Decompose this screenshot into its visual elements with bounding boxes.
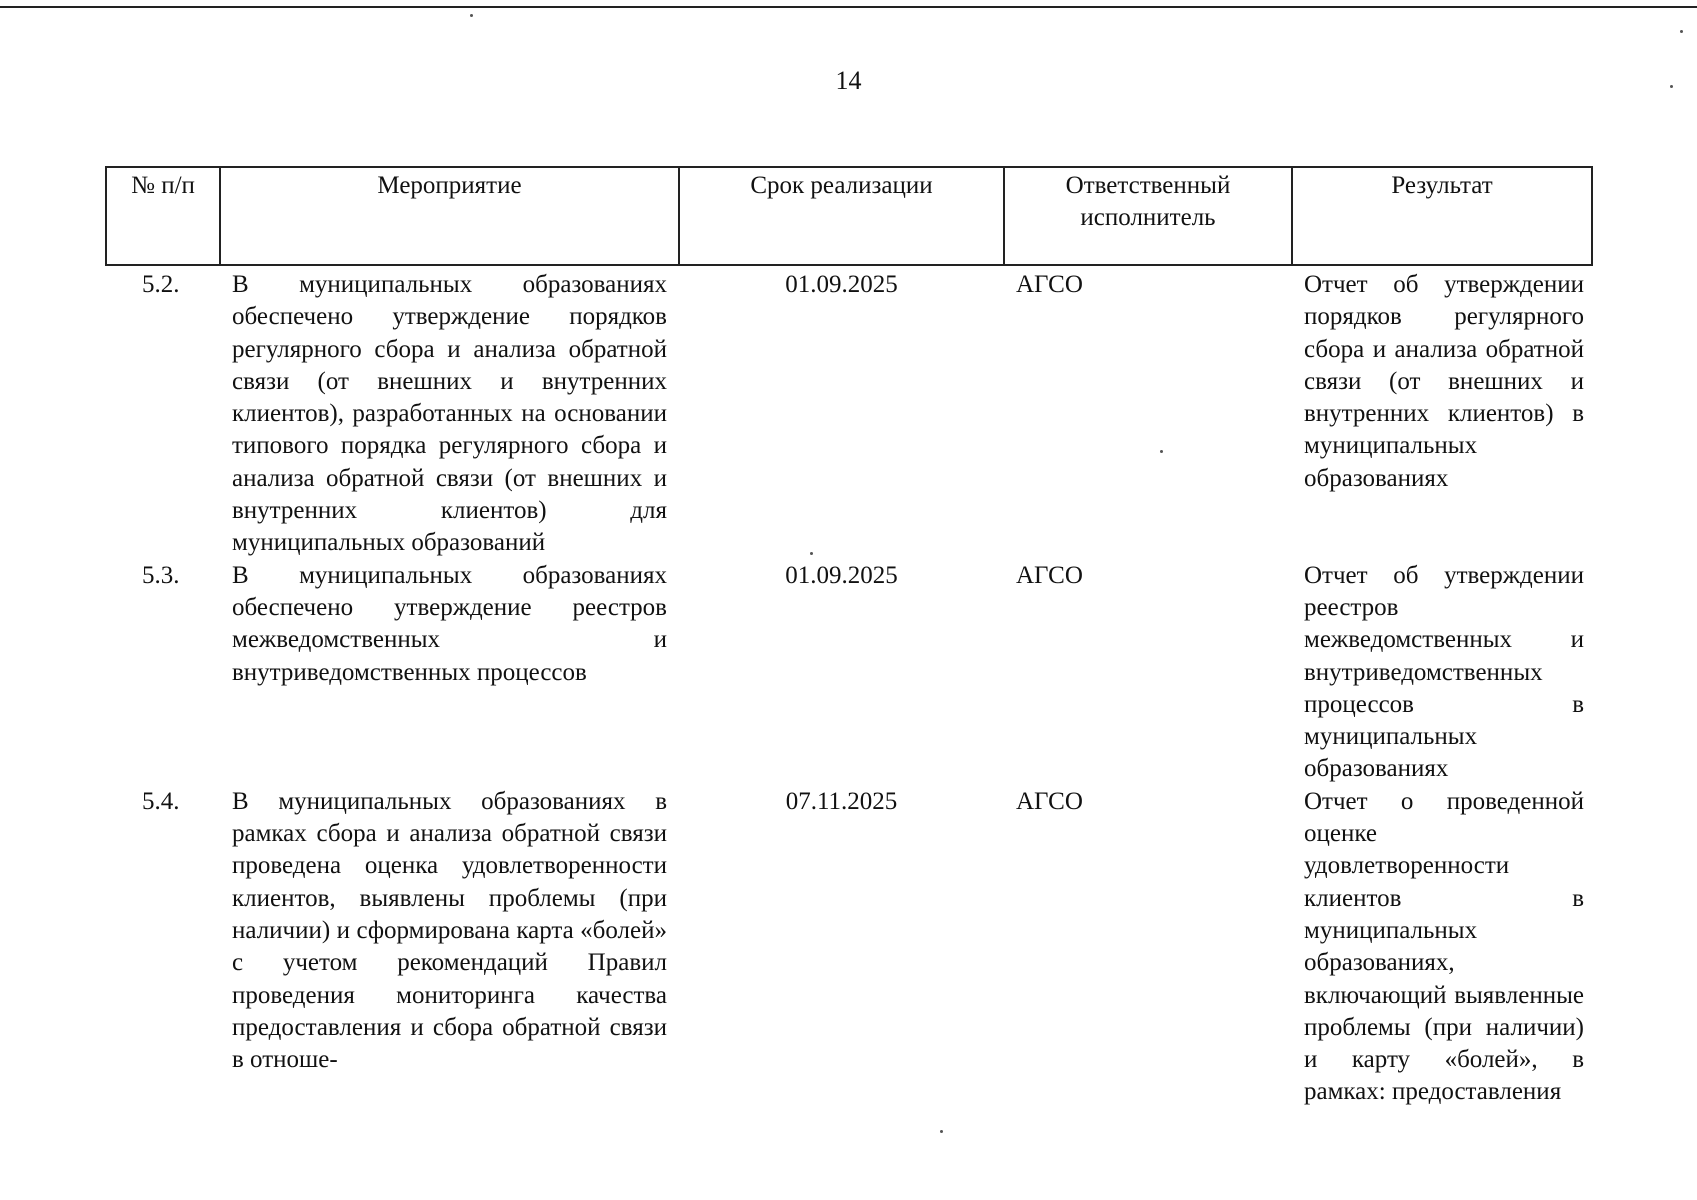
scan-speck xyxy=(470,14,473,17)
row-term: 01.09.2025 xyxy=(785,561,898,589)
table-row xyxy=(106,786,1592,1109)
scan-speck xyxy=(1160,450,1163,453)
scan-speck xyxy=(1670,85,1673,88)
row-responsible: АГСО xyxy=(1016,561,1083,589)
scan-speck xyxy=(940,1130,943,1133)
scan-speck xyxy=(810,552,813,555)
row-responsible: АГСО xyxy=(1016,787,1083,815)
row-responsible: АГСО xyxy=(1016,271,1083,298)
row-activity: В муниципальных образованиях обеспечено утверждение реестров межведомственных и внутриведомственных процессов xyxy=(232,561,667,686)
scan-speck xyxy=(1680,30,1683,33)
row-term: 01.09.2025 xyxy=(785,271,898,298)
header-activity: Мероприятие xyxy=(220,167,679,265)
header-term: Срок реализации xyxy=(679,167,1004,265)
table-row xyxy=(106,560,1592,786)
header-result: Результат xyxy=(1292,167,1592,265)
row-result: Отчет об утверждении порядков регулярного сбора и анализа обратной связи (от внешних и внутренних клиентов) в муниципальных образованиях xyxy=(1304,271,1584,492)
header-responsible: Ответственный исполнитель xyxy=(1004,167,1292,265)
page-number: 14 xyxy=(835,66,862,95)
row-activity: В муниципальных образованиях обеспечено утверждение порядков регулярного сбора и анализа обратной связи (от внешних и внутренних клиентов), разработанных на основании типового порядка регулярного сбора и анализа обратной связи (от внешних и внутренних клиентов) для муниципальных образований xyxy=(232,271,667,557)
row-num: 5.2. xyxy=(142,271,180,298)
activity-table xyxy=(105,166,1593,1109)
row-num: 5.3. xyxy=(142,561,180,589)
row-term: 07.11.2025 xyxy=(785,787,898,815)
row-result: Отчет об утверждении реестров межведомственных и внутриведомственных процессов в муниципальных образованиях xyxy=(1304,561,1584,783)
row-activity: В муниципальных образованиях в рамках сбора и анализа обратной связи проведена оценка удовлетворенности клиентов, выявлены проблемы (при наличии) и сформирована карта «болей» с учетом рекомендаций Правил проведения мониторинга качества предоставления и сбора обратной связи в отноше- xyxy=(232,787,667,1074)
row-result: Отчет о проведенной оценке удовлетворенности клиентов в муниципальных образованиях, включающий выявленные проблемы (при наличии) и карту «болей», в рамках: предоставления xyxy=(1304,787,1584,1106)
header-num: № п/п xyxy=(106,167,220,265)
table-header-row xyxy=(106,167,1592,265)
table-row xyxy=(106,265,1592,560)
top-rule xyxy=(0,6,1697,8)
row-num: 5.4. xyxy=(142,787,180,815)
